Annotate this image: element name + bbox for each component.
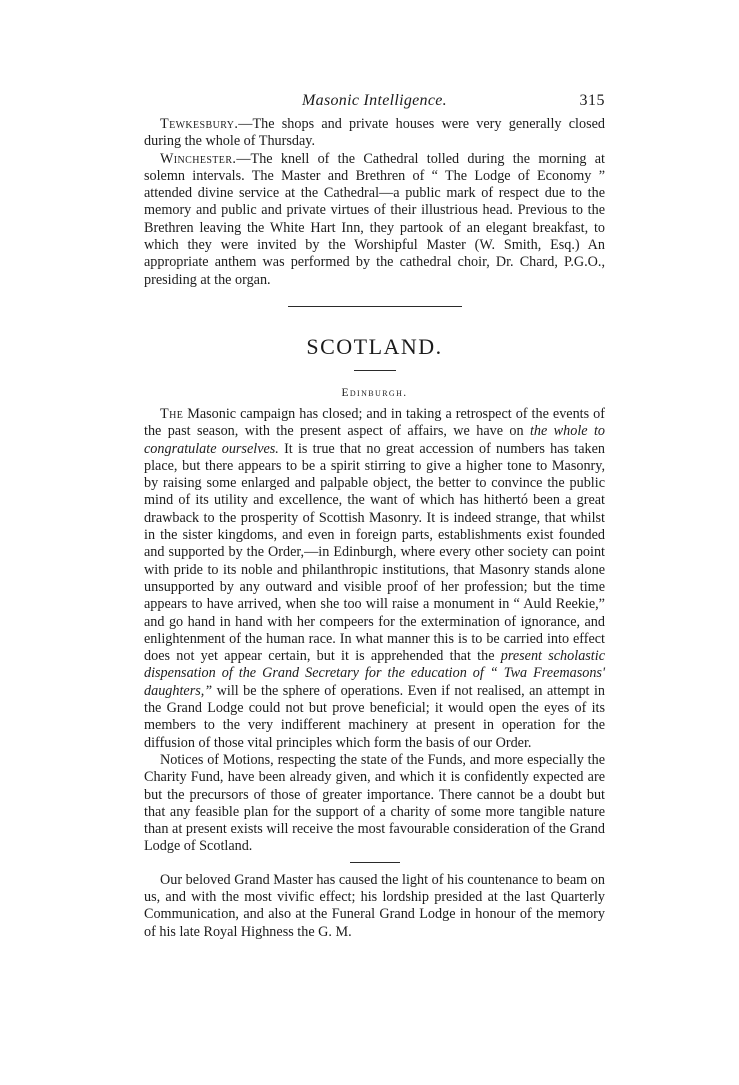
winchester-text: —The knell of the Cathedral tolled during the morning at solemn intervals. The Master and Brethren of “ The Lodge of Economy ” attended divine service at the Cathedral—a public mark of respect due to the memory and public and private virtues of their illustrious head. Previous to the Brethren leaving the White Hart Inn, they partook of an elegant breakfast, to which they were invited by the Worshipful Master (W. Smith, Esq.) An appropriate anthem was performed by the cathedral choir, Dr. Chard, P.G.O., presiding at the organ. (144, 150, 605, 288)
para1-italic-b: present scholastic dispensation of the Grand Secretary for the education of “ Twa Freemasons' daughters,” (144, 648, 605, 699)
lead-word: The (160, 405, 184, 422)
title-rule (354, 370, 396, 371)
winchester-paragraph (144, 151, 605, 289)
paragraph-notices: Notices of Motions, respecting the state of the Funds, and more especially the Charity Fund, have been already given, and which it is confidently expected are but the precursors of those of greater importance. There cannot be a doubt but that any feasible plan for the support of a charity of some more tangible nature than at present exists will receive the most favourable consideration of the Grand Lodge of Scotland. (144, 751, 605, 855)
page-number: 315 (579, 92, 605, 109)
tewkesbury-paragraph (144, 116, 605, 151)
subsection-title: Edinburgh. (341, 386, 408, 399)
section-title: SCOTLAND. (306, 333, 443, 359)
page-header (144, 92, 605, 116)
para1-text-a: Masonic campaign has closed; and in taking a retrospect of the events of the past season, with the present aspect of affairs, we have on (144, 405, 605, 440)
running-head: Masonic Intelligence. (302, 92, 447, 109)
paragraph-divider (350, 862, 400, 863)
paragraph-campaign (144, 406, 605, 752)
place-name-tewkesbury: Tewkesbury. (160, 116, 239, 132)
para1-italic-a: the whole to congratulate ourselves. (144, 423, 605, 457)
section-divider (288, 306, 462, 307)
para1-text-c: will be the sphere of operations. Even if not realised, an attempt in the Grand Lodge could not but prove beneficial; it would open the eyes of its members to the very indifferent machinery at present in operation for the diffusion of those vital principles which form the basis of our Order. (144, 682, 605, 751)
page-body (144, 92, 605, 941)
tewkesbury-text: —The shops and private houses were very generally closed during the whole of Thursday. (144, 116, 605, 150)
paragraph-grand-master: Our beloved Grand Master has caused the light of his countenance to beam on us, and with the most vivific effect; his lordship presided at the last Quarterly Communication, and also at the Funeral Grand Lodge in honour of the memory of his late Royal Highness the G. M. (144, 871, 605, 940)
place-name-winchester: Winchester. (160, 150, 237, 167)
para1-text-b: It is true that no great accession of numbers has taken place, but there appears to be a spirit stirring to give a higher tone to Masonry, by raising some enlarged and palpable object, the better to convince the public mind of its utility and excellence, the want of which has hithertó been a great drawback to the prosperity of Scottish Masonry. It is indeed strange, that whilst in the sister kingdoms, and even in foreign parts, establishments exist founded and supported by the Order,—in Edinburgh, where every other society can point with pride to its noble and philanthropic institutions, that Masonry stands alone unsupported by any outward and visible proof of her profession; but the time appears to have arrived, when she too will raise a monument in “ Auld Reekie,” and go hand in hand with her compeers for the extermination of ignorance, and enlightenment of the human race. In what manner this is to be carried into effect does not yet appear certain, but it is apprehended that the (144, 440, 605, 665)
